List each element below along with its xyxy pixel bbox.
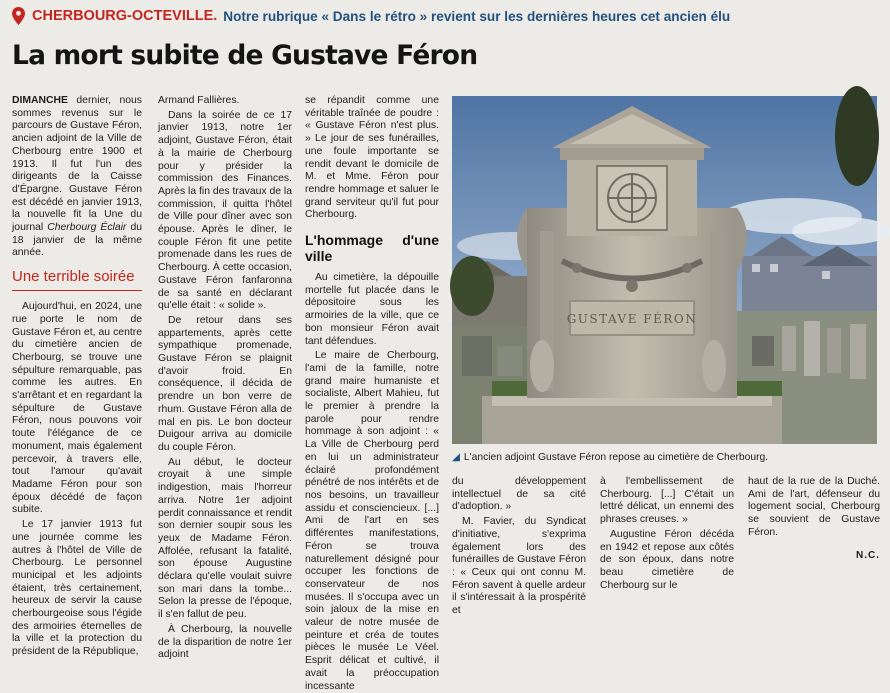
newspaper-name: Cherbourg Éclair xyxy=(47,222,127,234)
tomb-photo xyxy=(452,96,877,444)
paragraph: Armand Fallières. xyxy=(158,95,240,106)
article-column-3 xyxy=(305,95,439,692)
article-column-4 xyxy=(452,476,586,617)
article-column-6 xyxy=(748,476,880,580)
paragraph: Aujourd'hui, en 2024, une rue porte le nom de Gustave Féron et, au centre du cimetière ancien de Cherbourg, se trouve une sépulture remarquable, pas comme les autres. En s'arrêtant et en regardant la sépulture de Gustave Féron, nous pouvons voir toute l'élégance de ce monument, mais également percevoir, à travers elle, tout l'amour qu'avait Madame Féron pour son époux décédé de façon subite. xyxy=(12,301,142,516)
author-signature: N.C. xyxy=(856,549,880,561)
location-pin-icon xyxy=(12,7,25,25)
paragraph: se répandit comme une véritable traînée de poudre : « Gustave Féron n'est plus. » Le jour de ses funérailles, une foule importante se rendit devant le domicile de M. et Mme. Féron pour rendre hommage et saluer le grand serviteur qu'il fut pour Cherbourg. xyxy=(305,95,439,221)
intro-text: dernier, nous sommes revenus sur le parcours de Gustave Féron, ancien adjoint de la Ville de Cherbourg entre 1900 et 1913. Il fut l'un des dirigeants de la Caisse d'Épargne. Gustave Féron est décédé en janvier 1913, la nouvelle fit la Une du journal xyxy=(12,95,142,234)
subhead-terrible-soiree: Une terrible soirée xyxy=(12,268,142,291)
intro-text-end: du 18 janvier de la même année. xyxy=(12,222,142,259)
subhead-hommage: L'hommage d'une ville xyxy=(305,232,439,265)
tomb-illustration xyxy=(452,96,877,444)
intro-paragraph xyxy=(12,95,142,260)
photo-caption xyxy=(452,451,877,463)
paragraph: à l'embellissement de Cherbourg. [...] C'était un lettré délicat, un ennemi des phrases creuses. » xyxy=(600,476,734,526)
tomb-engraving: GUSTAVE FÉRON xyxy=(566,312,698,326)
headline: La mort subite de Gustave Féron xyxy=(12,40,478,71)
rubric-place: CHERBOURG-OCTEVILLE. xyxy=(32,8,218,24)
rubric-bar xyxy=(12,6,882,26)
paragraph: haut de la rue de la Duché. Ami de l'art, défenseur du logement social, Cherbourg se souvient de Gustave Féron. xyxy=(748,476,880,538)
article-column-1 xyxy=(12,95,142,658)
paragraph: À Cherbourg, la nouvelle de la disparition de notre 1er adjoint xyxy=(158,623,292,661)
paragraph: Augustine Féron décéda en 1942 et repose aux côtés de son époux, dans notre beau cimetière de Cherbourg sur le xyxy=(600,528,734,591)
article-column-2 xyxy=(158,95,292,661)
paragraph: Dans la soirée de ce 17 janvier 1913, notre 1er adjoint, Gustave Féron, était à la mairie de Cherbourg pour y présider la commission des Finances. Après la fin des travaux de la commission, il quitta l'hôtel de Ville pour dîner avec son épouse. Après le dîner, le couple Féron fit une petite promenade dans les rues de Cherbourg. À cette occasion, Gustave Féron fanfaronna de sa santé en déclarant qu'elle était : « solide ». xyxy=(158,109,292,312)
paragraph: Le maire de Cherbourg, l'ami de la famille, notre grand maire humaniste et socialiste, Albert Mahieu, fut le premier à prendre la parole pour rendre hommage à son adjoint : « La Ville de Cherbourg perd en lui un administrateur éclairé profondément pénétré de nos intérêts et de nos besoins, un travailleur assidu et consciencieux. [...] Ami de l'art en ses différentes manifestations, Féron se trouva naturellement désigné pour occuper les fonctions de conservateur de nos musées. Il s'occupa avec un soin jaloux de la mise en valeur de notre musée de peinture et créa de toutes pièces le musée Le Véel. Esprit délicat et cultivé, il avait la préoccupation incessante xyxy=(305,350,439,692)
lead-word: DIMANCHE xyxy=(12,95,68,106)
caption-arrow-icon: ◢ xyxy=(452,452,460,463)
paragraph: Au cimetière, la dépouille mortelle fut placée dans le dépositoire sous les armoiries de la ville, que ce bon monsieur Féron avait tant défendues. xyxy=(305,272,439,347)
rubric-text: Notre rubrique « Dans le rétro » revient sur les dernières heures cet ancien élu xyxy=(223,8,731,24)
paragraph: Le 17 janvier 1913 fut une journée comme les autres à l'hôtel de Ville de Cherbourg. Le personnel municipal et les adjoints étaient, très certainement, heureux de servir la cause cherbourgeoise sous l'égide des armoiries éternelles de la ville et la protection du président de la République, xyxy=(12,519,142,658)
paragraph: De retour dans ses appartements, après cette sympathique promenade, Gustave Féron se plaignit d'avoir froid. En conséquence, il décida de prendre un bon verre de rhum. Gustave Féron alla de mal en pis. Le bon docteur Duigour arriva au domicile du couple Féron. xyxy=(158,314,292,453)
paragraph: du développement intellectuel de sa cité d'adoption. » xyxy=(452,476,586,513)
paragraph: M. Favier, du Syndicat d'initiative, s'exprima également lors des funérailles de Gustave Féron : « Ceux qui ont connu M. Féron savent à quelle ardeur il s'intéressait à la prospérité et xyxy=(452,516,586,617)
article-column-5 xyxy=(600,476,734,591)
paragraph: Au début, le docteur croyait à une simple indigestion, mais l'horreur arriva. Notre 1er adjoint perdit connaissance et rendit son dernier soupir sous les yeux de Madame Féron. Affolée, refusant la fatalité, son épouse Augustine déclara qu'elle voulait suivre son mari dans la tombe... Selon la presse de l'époque, il s'en fallut de peu. xyxy=(158,456,292,621)
caption-text: L'ancien adjoint Gustave Féron repose au cimetière de Cherbourg. xyxy=(463,452,769,463)
